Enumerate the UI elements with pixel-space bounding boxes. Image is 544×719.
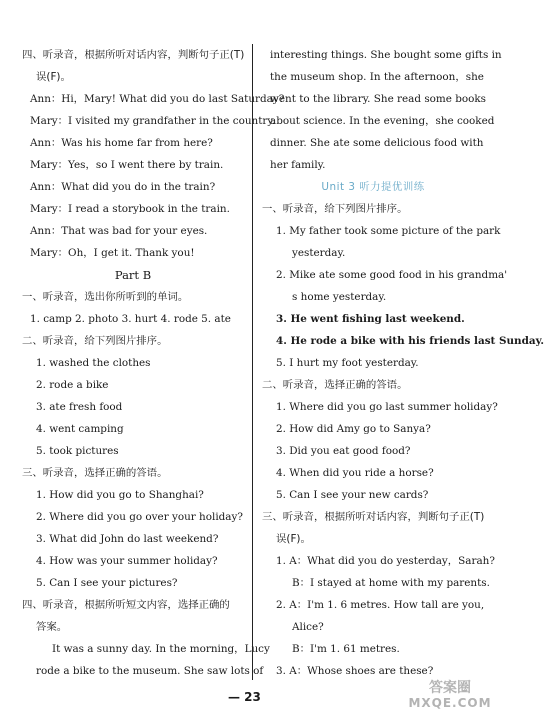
text-line: about science. In the evening，she cooked (270, 115, 495, 127)
text-line: Mary：I read a storybook in the train. (30, 203, 230, 215)
text-line: yesterday. (292, 247, 346, 259)
text-line: 3. He went fishing last weekend. (276, 313, 465, 325)
text-line: 答案。 (36, 621, 68, 633)
text-line: 4. How was your summer holiday? (36, 555, 218, 567)
text-line: 三、听录音，根据所听对话内容，判断句子正(T) (262, 511, 485, 523)
text-line: 3. A：Whose shoes are these? (276, 665, 434, 677)
text-line: It was a sunny day. In the morning，Lucy (52, 643, 270, 655)
text-line: 1. A：What did you do yesterday，Sarah? (276, 555, 495, 567)
text-line: 二、听录音，选择正确的答语。 (262, 379, 408, 391)
text-line: 1. My father took some picture of the park (276, 225, 501, 237)
text-line: 3. Did you eat good food? (276, 445, 411, 457)
text-line: 一、听录音，选出你所听到的单词。 (22, 291, 189, 303)
text-line: 5. I hurt my foot yesterday. (276, 357, 419, 369)
text-line: 5. Can I see your pictures? (36, 577, 178, 589)
text-line: 误(F)。 (276, 533, 311, 545)
text-line: Part B (114, 268, 152, 282)
text-line: Mary：Yes，so I went there by train. (30, 159, 224, 171)
text-line: 1. washed the clothes (36, 357, 151, 369)
text-line: dinner. She ate some delicious food with (270, 137, 484, 149)
text-line: 四、听录音，根据所听对话内容，判断句子正(T) (22, 49, 245, 61)
text-line: her family. (270, 159, 326, 171)
text-line: B：I stayed at home with my parents. (292, 577, 490, 589)
text-line: 二、听录音，给下列图片排序。 (22, 335, 168, 347)
page-number: — 23 (228, 690, 261, 704)
text-line: Ann：Hi，Mary! What did you do last Saturday? (30, 93, 285, 105)
watermark-title: 答案圈 (429, 680, 471, 696)
text-line: 四、听录音，根据所听短文内容，选择正确的 (22, 599, 230, 611)
text-line: Unit 3 听力提优训练 (321, 181, 425, 193)
column-divider (252, 44, 253, 680)
text-line: 误(F)。 (36, 71, 71, 83)
text-line: 2. A：I'm 1. 6 metres. How tall are you, (276, 599, 485, 611)
text-line: s home yesterday. (292, 291, 387, 303)
text-line: interesting things. She bought some gifts in (270, 49, 502, 61)
text-line: B：I'm 1. 61 metres. (292, 643, 400, 655)
text-line: Mary：I visited my grandfather in the country. (30, 115, 276, 127)
text-line: Ann：That was bad for your eyes. (30, 225, 208, 237)
left-column (22, 44, 285, 682)
text-line: rode a bike to the museum. She saw lots of (36, 665, 264, 677)
text-line: 2. rode a bike (36, 379, 109, 391)
text-line: 4. He rode a bike with his friends last Sunday. (276, 335, 544, 347)
text-line: 3. What did John do last weekend? (36, 533, 219, 545)
text-line: 5. Can I see your new cards? (276, 489, 429, 501)
text-line: 2. How did Amy go to Sanya? (276, 423, 431, 435)
text-line: Ann：What did you do in the train? (30, 181, 216, 193)
text-line: 4. went camping (36, 423, 124, 435)
text-line: Alice? (292, 621, 324, 633)
text-line: 3. ate fresh food (36, 401, 123, 413)
text-line: 一、听录音，给下列图片排序。 (262, 203, 408, 215)
text-line: went to the library. She read some books (270, 93, 487, 105)
text-line: the museum shop. In the afternoon，she (270, 71, 484, 83)
text-line: 4. When did you ride a horse? (276, 467, 434, 479)
watermark-logo (406, 681, 494, 715)
text-line: 2. Mike ate some good food in his grandma' (276, 269, 508, 281)
watermark-url: MXQE.COM (408, 696, 492, 710)
text-line: 5. took pictures (36, 445, 119, 457)
text-line: Mary：Oh，I get it. Thank you! (30, 247, 195, 259)
text-line: 2. Where did you go over your holiday? (36, 511, 243, 523)
text-line: 1. camp 2. photo 3. hurt 4. rode 5. ate (30, 313, 231, 325)
text-line: Ann：Was his home far from here? (30, 137, 213, 149)
text-line: 1. Where did you go last summer holiday? (276, 401, 498, 413)
right-column (262, 44, 544, 682)
text-line: 1. How did you go to Shanghai? (36, 489, 204, 501)
text-line: 三、听录音，选择正确的答语。 (22, 467, 168, 479)
